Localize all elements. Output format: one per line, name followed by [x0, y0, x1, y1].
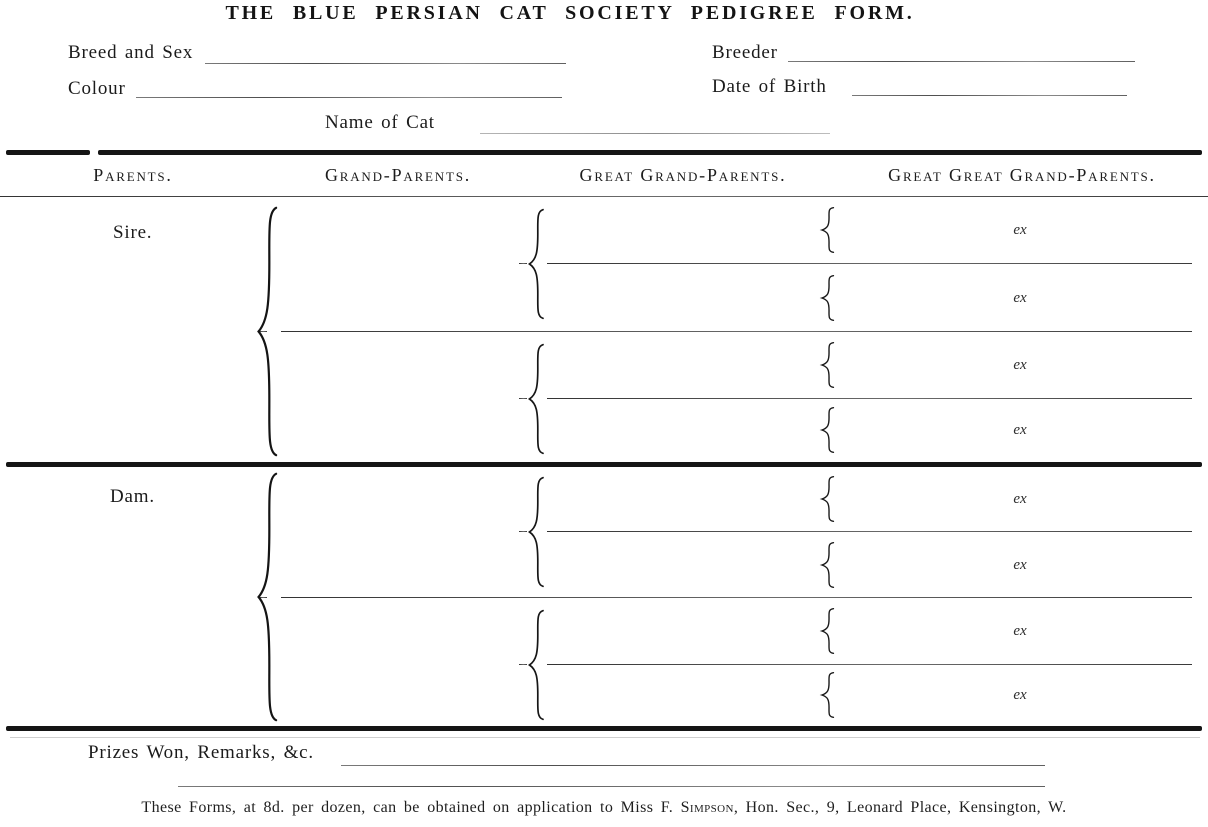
curly-brace-glyph [819, 608, 836, 654]
colour-label: Colour [68, 78, 126, 99]
footer-text-before: These Forms, at 8d. per dozen, can be obtained on application to Miss F. [141, 799, 681, 816]
curly-brace-glyph [819, 275, 836, 321]
prizes-line-2 [178, 786, 1045, 787]
ex-notation: ex [1013, 623, 1027, 639]
secretary-name: Simpson [680, 799, 734, 816]
table-rule-bottom-shadow [10, 737, 1200, 738]
ex-notation: ex [1013, 222, 1027, 238]
curly-brace-glyph [526, 609, 546, 721]
table-rule-bottom [6, 726, 1202, 731]
table-rule-top-left-segment [6, 150, 90, 155]
prizes-label: Prizes Won, Remarks, &c. [88, 742, 314, 763]
sire-grandparent-line-1 [547, 263, 1192, 264]
sire-great-grandparent-brace-3 [819, 342, 836, 388]
sire-brace [254, 204, 280, 459]
sire-great-grandparent-brace-2 [819, 275, 836, 321]
dam-grandparent-line-2 [547, 664, 1192, 665]
curly-brace-glyph [254, 470, 280, 724]
dam-grandparent-line-1 [547, 531, 1192, 532]
column-header-great-grandparents: Great Grand-Parents. [579, 165, 787, 185]
ex-notation: ex [1013, 357, 1027, 373]
curly-brace-glyph [819, 476, 836, 522]
sire-label: Sire. [113, 222, 153, 243]
sire-grandparent-line-2 [547, 398, 1192, 399]
sire-great-grandparent-brace-4 [819, 407, 836, 453]
ex-notation: ex [1013, 557, 1027, 573]
curly-brace-glyph [819, 542, 836, 588]
dam-label: Dam. [110, 486, 155, 507]
sire-grandparent-brace-2 [526, 343, 546, 455]
ex-notation: ex [1013, 687, 1027, 703]
curly-brace-glyph [819, 207, 836, 253]
curly-brace-glyph [819, 407, 836, 453]
header-underline [0, 196, 1208, 197]
dam-grandparent-brace-1 [526, 476, 546, 588]
footer-text-after: , Hon. Sec., 9, Leonard Place, Kensington, W. [733, 799, 1067, 816]
curly-brace-glyph [526, 208, 546, 320]
page-title: THE BLUE PERSIAN CAT SOCIETY PEDIGREE FORM. [225, 2, 915, 24]
breed-and-sex-label: Breed and Sex [68, 42, 194, 63]
table-rule-sire-dam-divider [6, 462, 1202, 467]
sire-great-grandparent-brace-1 [819, 207, 836, 253]
sire-line [281, 331, 1192, 332]
date-of-birth-line [852, 95, 1127, 96]
dam-great-grandparent-brace-4 [819, 672, 836, 718]
dam-great-grandparent-brace-1 [819, 476, 836, 522]
dam-great-grandparent-brace-2 [819, 542, 836, 588]
name-of-cat-label: Name of Cat [325, 112, 435, 133]
breeder-line [788, 61, 1135, 62]
dam-great-grandparent-brace-3 [819, 608, 836, 654]
curly-brace-glyph [254, 204, 280, 459]
curly-brace-glyph [819, 672, 836, 718]
curly-brace-glyph [526, 343, 546, 455]
ex-notation: ex [1013, 422, 1027, 438]
column-header-parents: Parents. [93, 165, 173, 185]
curly-brace-glyph [819, 342, 836, 388]
column-header-great-great-grandparents: Great Great Grand-Parents. [888, 165, 1156, 185]
footer-note [0, 799, 1208, 817]
date-of-birth-label: Date of Birth [712, 76, 827, 97]
column-header-grandparents: Grand-Parents. [324, 165, 472, 185]
name-of-cat-line [480, 133, 830, 134]
breed-and-sex-line [205, 63, 566, 64]
dam-grandparent-brace-2 [526, 609, 546, 721]
table-rule-top [98, 150, 1202, 155]
dam-brace [254, 470, 280, 724]
curly-brace-glyph [526, 476, 546, 588]
ex-notation: ex [1013, 491, 1027, 507]
ex-notation: ex [1013, 290, 1027, 306]
breeder-label: Breeder [712, 42, 778, 63]
sire-grandparent-brace-1 [526, 208, 546, 320]
prizes-line-1 [341, 765, 1045, 766]
dam-line [281, 597, 1192, 598]
colour-line [136, 97, 562, 98]
